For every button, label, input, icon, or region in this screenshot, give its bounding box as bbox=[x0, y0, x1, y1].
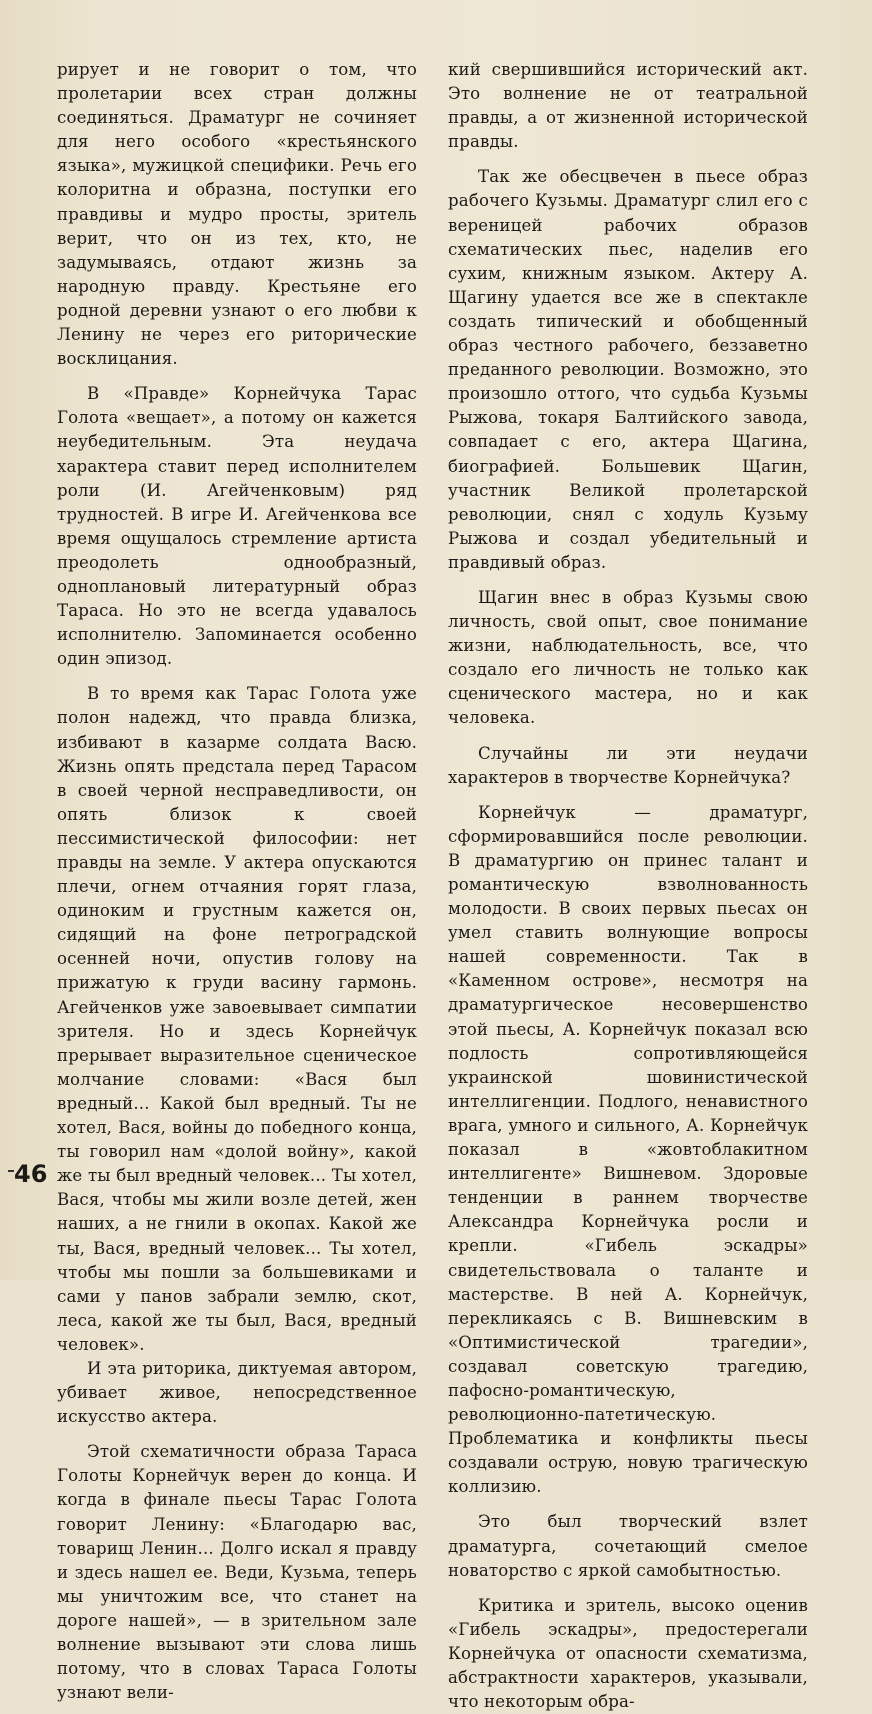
paragraph: И эта риторика, диктуемая автором, убивает живое, непосредственное искусство актера. bbox=[57, 1358, 417, 1427]
paragraph: В то время как Тарас Голота уже полон надежд, что правда близка, избивают в казарме солдата Васю. Жизнь опять предстала перед Тарасом в своей черной несправедливости, он опять близок к своей пессимистической философии: нет правды на земле. У актера опускаются плечи, огнем отчаяния горят глаза, одиноким и грустным кажется он, сидящий на фоне петроградской осенней ночи, опустив голову на прижатую к груди васину гармонь. Агейченков уже завоевывает симпатии зрителя. Но и здесь Корнейчук прерывает выразительное сценическое молчание словами: «Вася был вредный... Какой был вредный. Ты не хотел, Вася, войны до победного конца, ты говорил нам «долой войну», какой же ты был вредный человек... Ты хотел, Вася, чтобы мы жили возле детей, жен наших, а не гнили в окопах. Какой же ты, Вася, вредный человек... Ты хотел, чтобы мы пошли за большевиками и сами у панов забрали землю, скот, леса, какой же ты был, Вася, вредный человек». bbox=[57, 684, 417, 1354]
paragraph: Так же обесцвечен в пьесе образ рабочего Кузьмы. Драматург слил его с вереницей рабочих образов схематических пьес, наделив его сухим, книжным языком. Актеру А. Щагину удается все же в спектакле создать типический и обобщенный образ честного рабочего, беззаветно преданного революции. Возможно, это произошло оттого, что судьба Кузьмы Рыжова, токаря Балтийского завода, совпадает с его, актера Щагина, биографией. Большевик Щагин, участник Великой пролетарской революции, снял с ходуль Кузьму Рыжова и создал убедительный и правдивый образ. bbox=[448, 167, 808, 572]
right-column bbox=[448, 58, 808, 1714]
paragraph: Щагин внес в образ Кузьмы свою личность, свой опыт, свое понимание жизни, наблюдательность, все, что создало его личность не только как сценического мастера, но и как человека. bbox=[448, 587, 808, 728]
paragraph: рирует и не говорит о том, что пролетарии всех стран должны соединяться. Драматург не сочиняет для него особого «крестьянского языка», мужицкой специфики. Речь его колоритна и образна, поступки его правдивы и мудро просты, зритель верит, что он из тех, кто, не задумываясь, отдают жизнь за народную правду. Крестьяне его родной деревни узнают о его любви к Ленину не через его риторические восклицания. bbox=[57, 60, 417, 369]
paragraph: Случайны ли эти неудачи характеров в творчестве Корнейчука? bbox=[448, 743, 808, 787]
page-number: 46 bbox=[14, 1160, 48, 1188]
paragraph: Это был творческий взлет драматурга, сочетающий смелое новаторство с яркой самобытностью. bbox=[448, 1512, 808, 1580]
paragraph: Корнейчук — драматург, сформировавшийся после революции. В драматургию он принес талант и романтическую взволнованность молодости. В своих первых пьесах он умел ставить волнующие вопросы нашей современности. Так в «Каменном острове», несмотря на драматургическое несовершенство этой пьесы, А. Корнейчук показал всю подлость сопротивляющейся украинской шовинистической интеллигенции. Подлого, ненавистного врага, умного и сильного, А. Корнейчук показал в «жовтоблакитном интеллигенте» Вишневом. Здоровые тенденции в раннем творчестве Александра Корнейчука росли и крепли. «Гибель эскадры» свидетельствовала о таланте и мастерстве. В ней А. Корнейчук, перекликаясь с В. Вишневским в «Оптимистической трагедии», создавал советскую трагедию, пафосно-романтическую, революционно-патетическую. Проблематика и конфликты пьесы создавали острую, новую трагическую коллизию. bbox=[448, 802, 808, 1497]
paragraph: Этой схематичности образа Тараса Голоты Корнейчук верен до конца. И когда в финале пьесы Тарас Голота говорит Ленину: «Благодарю вас, товарищ Ленин... Долго искал я правду и здесь нашел ее. Веди, Кузьма, теперь мы уничтожим все, что станет на дороге нашей», — в зрительном зале волнение вызывают эти слова лишь потому, что в словах Тараса Голоты узнают вели- bbox=[57, 1442, 417, 1703]
paragraph: кий свершившийся исторический акт. Это волнение не от театральной правды, а от жизненной исторической правды. bbox=[448, 60, 808, 152]
left-column bbox=[57, 58, 417, 1705]
paragraph: В «Правде» Корнейчука Тарас Голота «вещает», а потому он кажется неубедительным. Эта неудача характера ставит перед исполнителем роли (И. Агейченковым) ряд трудностей. В игре И. Агейченкова все время ощущалось стремление артиста преодолеть однообразный, одноплановый литературный образ Тараса. Но это не всегда удавалось исполнителю. Запоминается особенно один эпизод. bbox=[57, 384, 417, 669]
paragraph: Критика и зритель, высоко оценив «Гибель эскадры», предостерегали Корнейчука от опасности схематизма, абстрактности характеров, указывали, что некоторым обра- bbox=[448, 1595, 808, 1712]
